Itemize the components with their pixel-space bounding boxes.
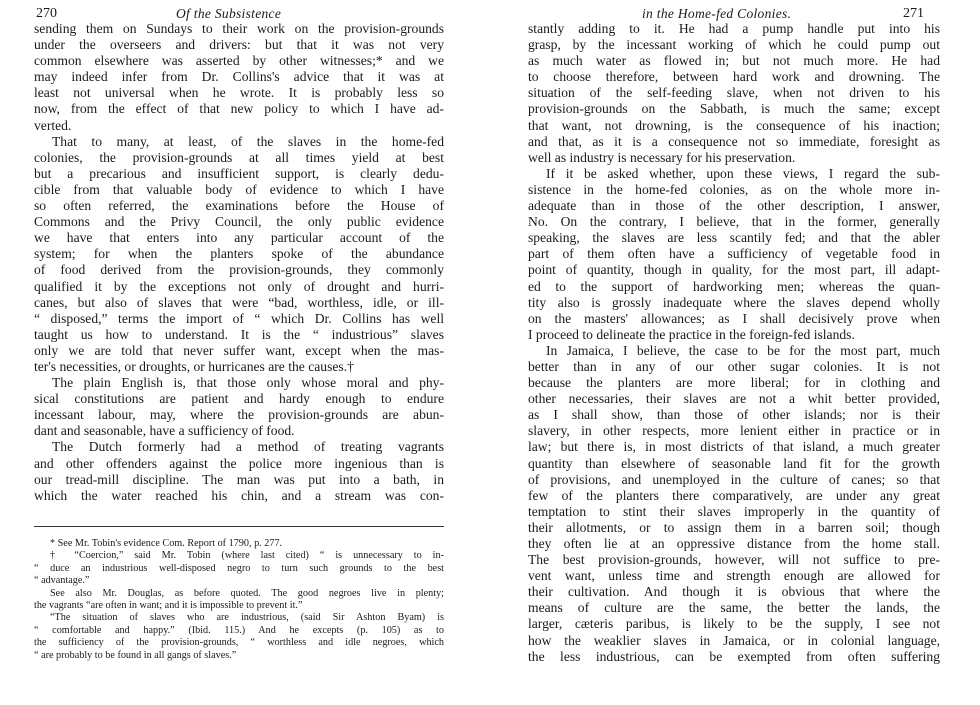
footnote-divider xyxy=(34,526,444,527)
text-line: situation of the self-feeding slave, when not driven to his xyxy=(528,85,940,101)
text-line: qualified it by the exceptions not only of drought and hurri- xyxy=(34,278,444,294)
text-line: If it be asked whether, upon these views, I regard the sub- xyxy=(546,165,940,181)
left-body-text xyxy=(34,21,444,504)
text-line: of provisions, and unemployed in the culture of canes; so that xyxy=(528,471,940,487)
text-line: larger, cæteris paribus, is likely to be the supply, I see not xyxy=(528,616,940,632)
text-line: point of quantity, though in quality, for the most part, ill adapt- xyxy=(528,262,940,278)
right-body-text xyxy=(528,21,940,665)
text-line: No. On the contrary, I believe, that in the former, generally xyxy=(528,214,940,230)
text-line: taught us how to understand. It is the “ industrious” slaves xyxy=(34,326,444,342)
text-line: they often lie at an oppressive distance from the home stall. xyxy=(528,536,940,551)
text-line: ter's necessities, or droughts, or hurricanes are the causes.† xyxy=(34,358,354,374)
text-line: cible from that valuable body of evidence to which I have xyxy=(34,181,444,197)
text-line: under the overseers and drivers: but that it was not very xyxy=(34,37,444,53)
text-line: our tread-mill discipline. The man was put into a bath, in xyxy=(34,471,444,487)
right-page-header xyxy=(528,0,940,22)
text-line: few of the planters there comparatively, are under any great xyxy=(528,487,940,503)
text-line: sical constitutions are patient and hardy enough to endure xyxy=(34,391,444,407)
text-line: and that, as it is a consequence not so immediate, foresight as xyxy=(528,133,940,149)
text-line: on the masters' allowances; as I shall decisively prove when xyxy=(528,310,940,326)
footnote-line: † “Coercion,” said Mr. Tobin (where last cited) “ is unnecessary to in- xyxy=(50,550,444,562)
text-line: means of culture are the same, the better the lands, the xyxy=(528,600,940,616)
text-line: part of them often have a sufficiency of vegetable food in xyxy=(528,246,940,262)
text-line: ed to the support of hardworking men; whereas the quan- xyxy=(528,278,940,294)
text-line: may indeed infer from Dr. Collins's advice that it was at xyxy=(34,69,444,85)
text-line: speaking, the slaves are less scantily fed; and that the abler xyxy=(528,230,940,246)
text-line: I proceed to delineate the practice in the foreign-fed islands. xyxy=(528,326,855,342)
text-line: least not universal when he wrote. It is probably less so xyxy=(34,85,444,101)
text-line: now, from the effect of that new policy to which I have ad- xyxy=(34,101,444,117)
left-page xyxy=(34,0,444,661)
text-line: common elsewhere was asserted by other witnesses;* and we xyxy=(34,53,444,69)
text-line: law; but there is, in most districts of that island, a much greater xyxy=(528,439,940,455)
text-line: vent want, unless time and strength enough are allowed for xyxy=(528,568,940,584)
text-line: colonies, the provision-grounds at all times yield at best xyxy=(34,149,444,165)
text-line: adequate than in those of the other description, I answer, xyxy=(528,198,940,214)
right-running-title: in the Home-fed Colonies. xyxy=(642,6,792,21)
text-line: as much water as flowed in; but not much more. He had xyxy=(528,53,940,69)
text-line: dant and seasonable, have a sufficiency of food. xyxy=(34,423,295,439)
text-line: provision-grounds on the Sabbath, is much the same; except xyxy=(528,101,940,117)
text-line: and other offenders against the police more ingenious than is xyxy=(34,455,444,471)
text-line: other necessaries, their slaves are not a whit better provided, xyxy=(528,391,940,407)
footnote-line: “ advantage.” xyxy=(34,575,90,587)
text-line: as I shall show, than those of other islands; nor is their xyxy=(528,407,940,423)
text-line: because the planters are more liberal; for in clothing and xyxy=(528,375,940,391)
text-line: The Dutch formerly had a method of treating vagrants xyxy=(52,439,444,455)
left-page-number: 270 xyxy=(36,6,57,21)
left-footnotes xyxy=(34,538,444,662)
text-line: but a precarious and insufficient support, is clearly dedu- xyxy=(34,165,444,181)
text-line: well as industry is necessary for his preservation. xyxy=(528,149,796,165)
text-line: which the water reached his chin, and a stream was con- xyxy=(34,487,444,503)
footnote-line: the vagrants “are often in want; and it is impossible to prevent it.” xyxy=(34,599,303,611)
footnote-line: * See Mr. Tobin's evidence Com. Report of 1790, p. 277. xyxy=(50,538,283,549)
text-line: we have that enters into any particular account of the xyxy=(34,230,444,246)
text-line: their cultivation. And though it is obvious that where the xyxy=(528,584,940,600)
text-line: incessant labour, may, where the provision-grounds are abun- xyxy=(34,407,444,423)
text-line: grasp, by the incessant working of which he could pump out xyxy=(528,37,940,53)
text-line: their allotments, or to assign them in a barren soil; though xyxy=(528,519,940,535)
right-page-number: 271 xyxy=(903,6,924,21)
text-line: that want, not drowning, is the consequence of his inaction; xyxy=(528,117,940,133)
text-line: canes, but also of slaves that were “bad, worthless, idle, or ill- xyxy=(34,294,444,310)
text-line: to choose therefore, between hard work and drowning. The xyxy=(528,69,940,85)
text-line: In Jamaica, I believe, the case to be for the most part, much xyxy=(546,342,940,358)
text-line: how the weaklier slaves in Jamaica, or in colonial language, xyxy=(528,632,940,648)
right-page xyxy=(528,0,940,664)
text-line: sistence in the home-fed colonies, as on the whole more in- xyxy=(528,181,940,197)
text-line: so often referred, the examinations before the House of xyxy=(34,198,444,214)
text-line: sending them on Sundays to their work on the provision-grounds xyxy=(34,21,444,36)
text-line: better than in any of our other sugar colonies. It is not xyxy=(528,358,940,374)
left-running-title: Of the Subsistence xyxy=(176,6,282,21)
text-line: verted. xyxy=(34,117,72,133)
footnote-line: “ are probably to be found in all gangs of slaves.” xyxy=(34,649,237,661)
text-line: Commons and the Privy Council, the only public evidence xyxy=(34,214,444,230)
text-line: temptation to stint their slaves improperly in the quantity of xyxy=(528,503,940,519)
footnote-line: “The situation of slaves who are industrious, (said Sir Ashton Byam) is xyxy=(50,612,444,624)
footnote-line: the sufficiency of the provision-grounds, “ worthless and idle negroes, which xyxy=(34,637,444,649)
text-line: tity also is grossly inadequate where the slaves depend wholly xyxy=(528,294,940,310)
text-line: system; for when the planters spoke of the abundance xyxy=(34,246,444,262)
text-line: quantity than elsewhere of seasonable land fit for the growth xyxy=(528,455,940,471)
footnote-line: See also Mr. Douglas, as before quoted. The good negroes live in plenty; xyxy=(50,587,444,599)
footnote-line: “ comfortable and happy.” (Ibid. 115.) And he excepts (p. 105) as to xyxy=(34,624,444,636)
text-line: stantly adding to it. He had a pump handle put into his xyxy=(528,21,940,36)
text-line: of food derived from the provision-grounds, they commonly xyxy=(34,262,444,278)
text-line: the less industrious, can be exempted from often suffering xyxy=(528,648,940,664)
text-line: only we are told that never suffer want, except when the mas- xyxy=(34,342,444,358)
text-line: slavery, in other respects, more lenient either in practice or in xyxy=(528,423,940,439)
left-page-header xyxy=(34,0,444,22)
text-line: The best provision-grounds, however, will not suffice to pre- xyxy=(528,552,940,568)
text-line: That to many, at least, of the slaves in the home-fed xyxy=(52,133,444,149)
text-line: “ disposed,” terms the import of “ which Dr. Collins has well xyxy=(34,310,444,326)
text-line: The plain English is, that those only whose moral and phy- xyxy=(52,375,444,391)
footnote-line: “ duce an industrious well-disposed negro to turn such grounds to the best xyxy=(34,562,444,574)
